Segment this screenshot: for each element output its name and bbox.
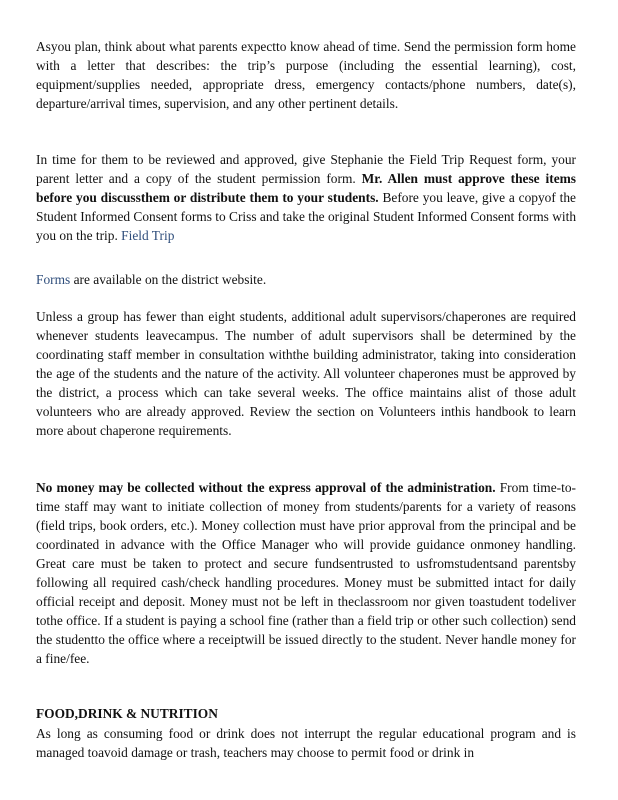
paragraph-text: are available on the district website. [70, 272, 267, 287]
food-drink-paragraph [36, 724, 576, 762]
money-warning-bold: No money may be collected without the express approval of the administration. [36, 480, 496, 495]
paragraph-text: As long as consuming food or drink does not interrupt the regular educational program and is managed toavoid damage or trash, teachers may choose to permit food or drink in [36, 726, 576, 760]
permission-letter-paragraph [36, 37, 576, 113]
approval-warning-bold: Mr. Allen must approve these items before you discussthem or distribute them to your students. [36, 171, 577, 205]
field-trip-link[interactable]: Field Trip [121, 228, 175, 243]
food-drink-heading [36, 704, 576, 723]
paragraph-text: From time-to-time staff may want to initiate collection of money from students/parents for a variety of reasons (field trips, book orders, etc.). Money collection must have prior approval from the principal and be coordinated in advance with the Office Manager who will provide guidance onmoney handling. Great care must be taken to protect and secure fundsentrusted to usfromstudentsand parentsby following all required cash/check handling procedures. Money must be submitted intact for daily official receipt and deposit. Money must not be left in theclassroom nor given toastudent todeliver tothe office. If a student is paying a school fine (rather than a field trip or other such collection) send the studentto the office where a receiptwill be issued directly to the student. Never handle money for a fine/fee. [36, 480, 576, 666]
forms-availability-paragraph [36, 270, 576, 289]
paragraph-text: Before you leave, give a copyof the Student Informed Consent forms to Criss and take the original Student Informed Consent forms with you on the trip. [36, 190, 577, 243]
paragraph-text: Unless a group has fewer than eight students, additional adult supervisors/chaperones are required whenever students leavecampus. The number of adult supervisors shall be determined by the coordinating staff member in consultation withthe building administrator, taking into consideration the age of the students and the nature of the activity. All volunteer chaperones must be approved by the district, a process which can take several weeks. The office maintains alist of those adult volunteers who are already approved. Review the section on Volunteers inthis handbook to learn more about chaperone requirements. [36, 309, 576, 438]
forms-link[interactable]: Forms [36, 272, 71, 287]
money-collection-paragraph [36, 478, 576, 668]
paragraph-text: Asyou plan, think about what parents expectto know ahead of time. Send the permission form home with a letter that describes: the trip’s purpose (including the essential learning), cost, equipment/supplies needed, appropriate dress, emergency contacts/phone numbers, date(s), departure/arrival times, supervision, and any other pertinent details. [36, 39, 576, 111]
chaperones-paragraph [36, 307, 576, 440]
approval-paragraph [36, 150, 576, 245]
paragraph-text: In time for them to be reviewed and approved, give Stephanie the Field Trip Request form, your parent letter and a copy of the student permission form. [36, 152, 576, 186]
section-heading: FOOD,DRINK & NUTRITION [36, 706, 218, 721]
